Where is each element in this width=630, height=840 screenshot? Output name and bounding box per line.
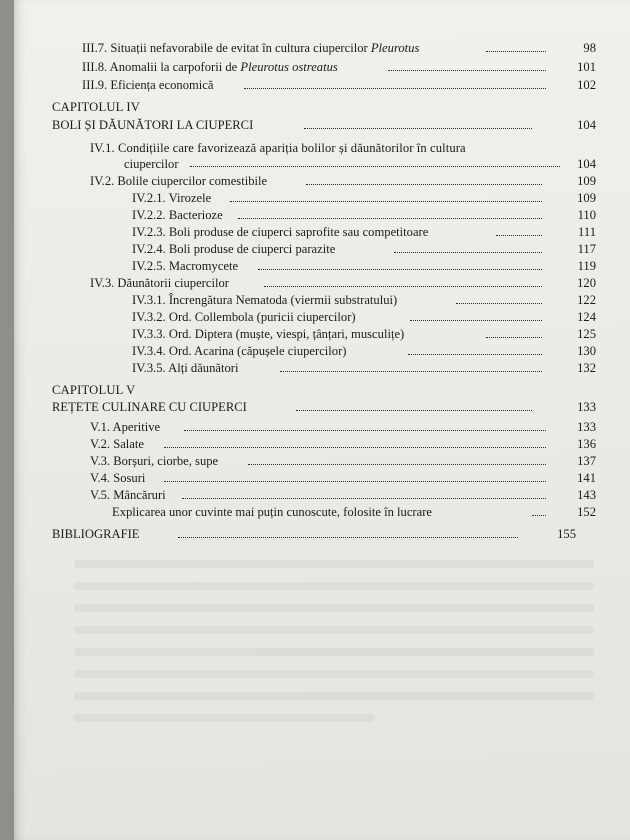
toc-page-number: 101 (577, 60, 596, 74)
toc-label: V.2. Salate (90, 437, 144, 451)
leader-dots (496, 235, 542, 236)
toc-label: IV.2.1. Virozele (132, 191, 212, 205)
toc-page-number: 120 (577, 276, 596, 290)
toc-label: IV.3.4. Ord. Acarina (căpușele ciupercilor) (132, 344, 347, 358)
leader-dots (164, 481, 546, 482)
bleed-through-text (74, 582, 594, 590)
leader-dots (410, 320, 542, 321)
toc-page-number: 155 (557, 527, 576, 541)
toc-label: IV.2.3. Boli produse de ciuperci saprofite sau competitoare (132, 225, 429, 239)
leader-dots (164, 447, 546, 448)
toc-page-number: 124 (577, 310, 596, 324)
chapter-heading: CAPITOLUL IV (52, 100, 141, 114)
bleed-through-text (74, 560, 594, 568)
toc-label: IV.3.3. Ord. Diptera (muște, viespi, țânțari, musculițe) (132, 327, 405, 341)
chapter-title: REȚETE CULINARE CU CIUPERCI (52, 400, 247, 414)
toc-page-number: 130 (577, 344, 596, 358)
leader-dots (190, 166, 560, 167)
book-page (14, 0, 630, 840)
leader-dots (408, 354, 542, 355)
chapter-title: BOLI ȘI DĂUNĂTORI LA CIUPERCI (52, 118, 254, 132)
toc-label: V.5. Mâncăruri (90, 488, 166, 502)
toc-page-number: 133 (577, 420, 596, 434)
leader-dots (258, 269, 542, 270)
leader-dots (486, 51, 546, 52)
leader-dots (182, 498, 546, 499)
toc-page-number: 98 (583, 41, 596, 55)
toc-label: III.7. Situații nefavorabile de evitat în cultura ciupercilor (82, 41, 371, 55)
toc-page-number: 109 (577, 191, 596, 205)
leader-dots (394, 252, 542, 253)
toc-label: III.9. Eficiența economică (82, 78, 214, 92)
toc-label: IV.3.1. Încrengătura Nematoda (viermii substratului) (132, 293, 398, 307)
toc-page-number: 102 (577, 78, 596, 92)
toc-page-number: 152 (577, 505, 596, 519)
toc-label: Explicarea unor cuvinte mai puțin cunoscute, folosite în lucrare (112, 505, 432, 519)
toc-page-number: 117 (577, 242, 596, 256)
toc-label: BIBLIOGRAFIE (52, 527, 140, 541)
leader-dots (296, 410, 532, 411)
toc-label-continued: ciupercilor (124, 157, 179, 171)
toc-page-number: 136 (577, 437, 596, 451)
toc-label: IV.2.5. Macromycete (132, 259, 239, 273)
toc-label: III.8. Anomalii la carpoforii de (82, 60, 241, 74)
leader-dots (306, 184, 542, 185)
toc-label: IV.3. Dăunătorii ciupercilor (90, 276, 229, 290)
toc-label: IV.1. Condițiile care favorizează apariția bolilor și dăunătorilor în cultura (90, 141, 466, 155)
toc-page-number: 143 (577, 488, 596, 502)
leader-dots (456, 303, 542, 304)
toc-page-number: 110 (577, 208, 596, 222)
toc-page-number: 122 (577, 293, 596, 307)
toc-page-number: 133 (577, 400, 596, 414)
toc-label: V.1. Aperitive (90, 420, 161, 434)
leader-dots (244, 88, 546, 89)
bleed-through-text (74, 648, 594, 656)
toc-label: IV.3.2. Ord. Collembola (puricii ciupercilor) (132, 310, 356, 324)
toc-page-number: 137 (577, 454, 596, 468)
bleed-through-text (74, 714, 374, 722)
toc-label-italic: Pleurotus (370, 41, 420, 55)
leader-dots (486, 337, 542, 338)
toc-label: V.3. Borșuri, ciorbe, supe (90, 454, 219, 468)
toc-page-number: 109 (577, 174, 596, 188)
toc-label-italic: Pleurotus ostreatus (240, 60, 338, 74)
toc-label: IV.3.5. Alți dăunători (132, 361, 239, 375)
toc-label: V.4. Sosuri (90, 471, 146, 485)
bleed-through-text (74, 604, 594, 612)
leader-dots (304, 128, 532, 129)
leader-dots (388, 70, 546, 71)
toc-label: IV.2.2. Bacterioze (132, 208, 223, 222)
bleed-through-text (74, 670, 594, 678)
toc-page-number: 104 (577, 118, 596, 132)
toc-page-number: 104 (577, 157, 596, 171)
chapter-heading: CAPITOLUL V (52, 383, 136, 397)
leader-dots (178, 537, 518, 538)
leader-dots (248, 464, 546, 465)
toc-page-number: 111 (578, 225, 596, 239)
leader-dots (238, 218, 542, 219)
bleed-through-text (74, 692, 594, 700)
toc-page-number: 132 (577, 361, 596, 375)
toc-page-number: 119 (577, 259, 596, 273)
leader-dots (280, 371, 542, 372)
leader-dots (230, 201, 542, 202)
leader-dots (264, 286, 542, 287)
bleed-through-text (74, 626, 594, 634)
toc-label: IV.2.4. Boli produse de ciuperci parazite (132, 242, 336, 256)
leader-dots (184, 430, 546, 431)
toc-page-number: 141 (577, 471, 596, 485)
toc-label: IV.2. Bolile ciupercilor comestibile (90, 174, 268, 188)
toc-page-number: 125 (577, 327, 596, 341)
leader-dots (532, 515, 546, 516)
